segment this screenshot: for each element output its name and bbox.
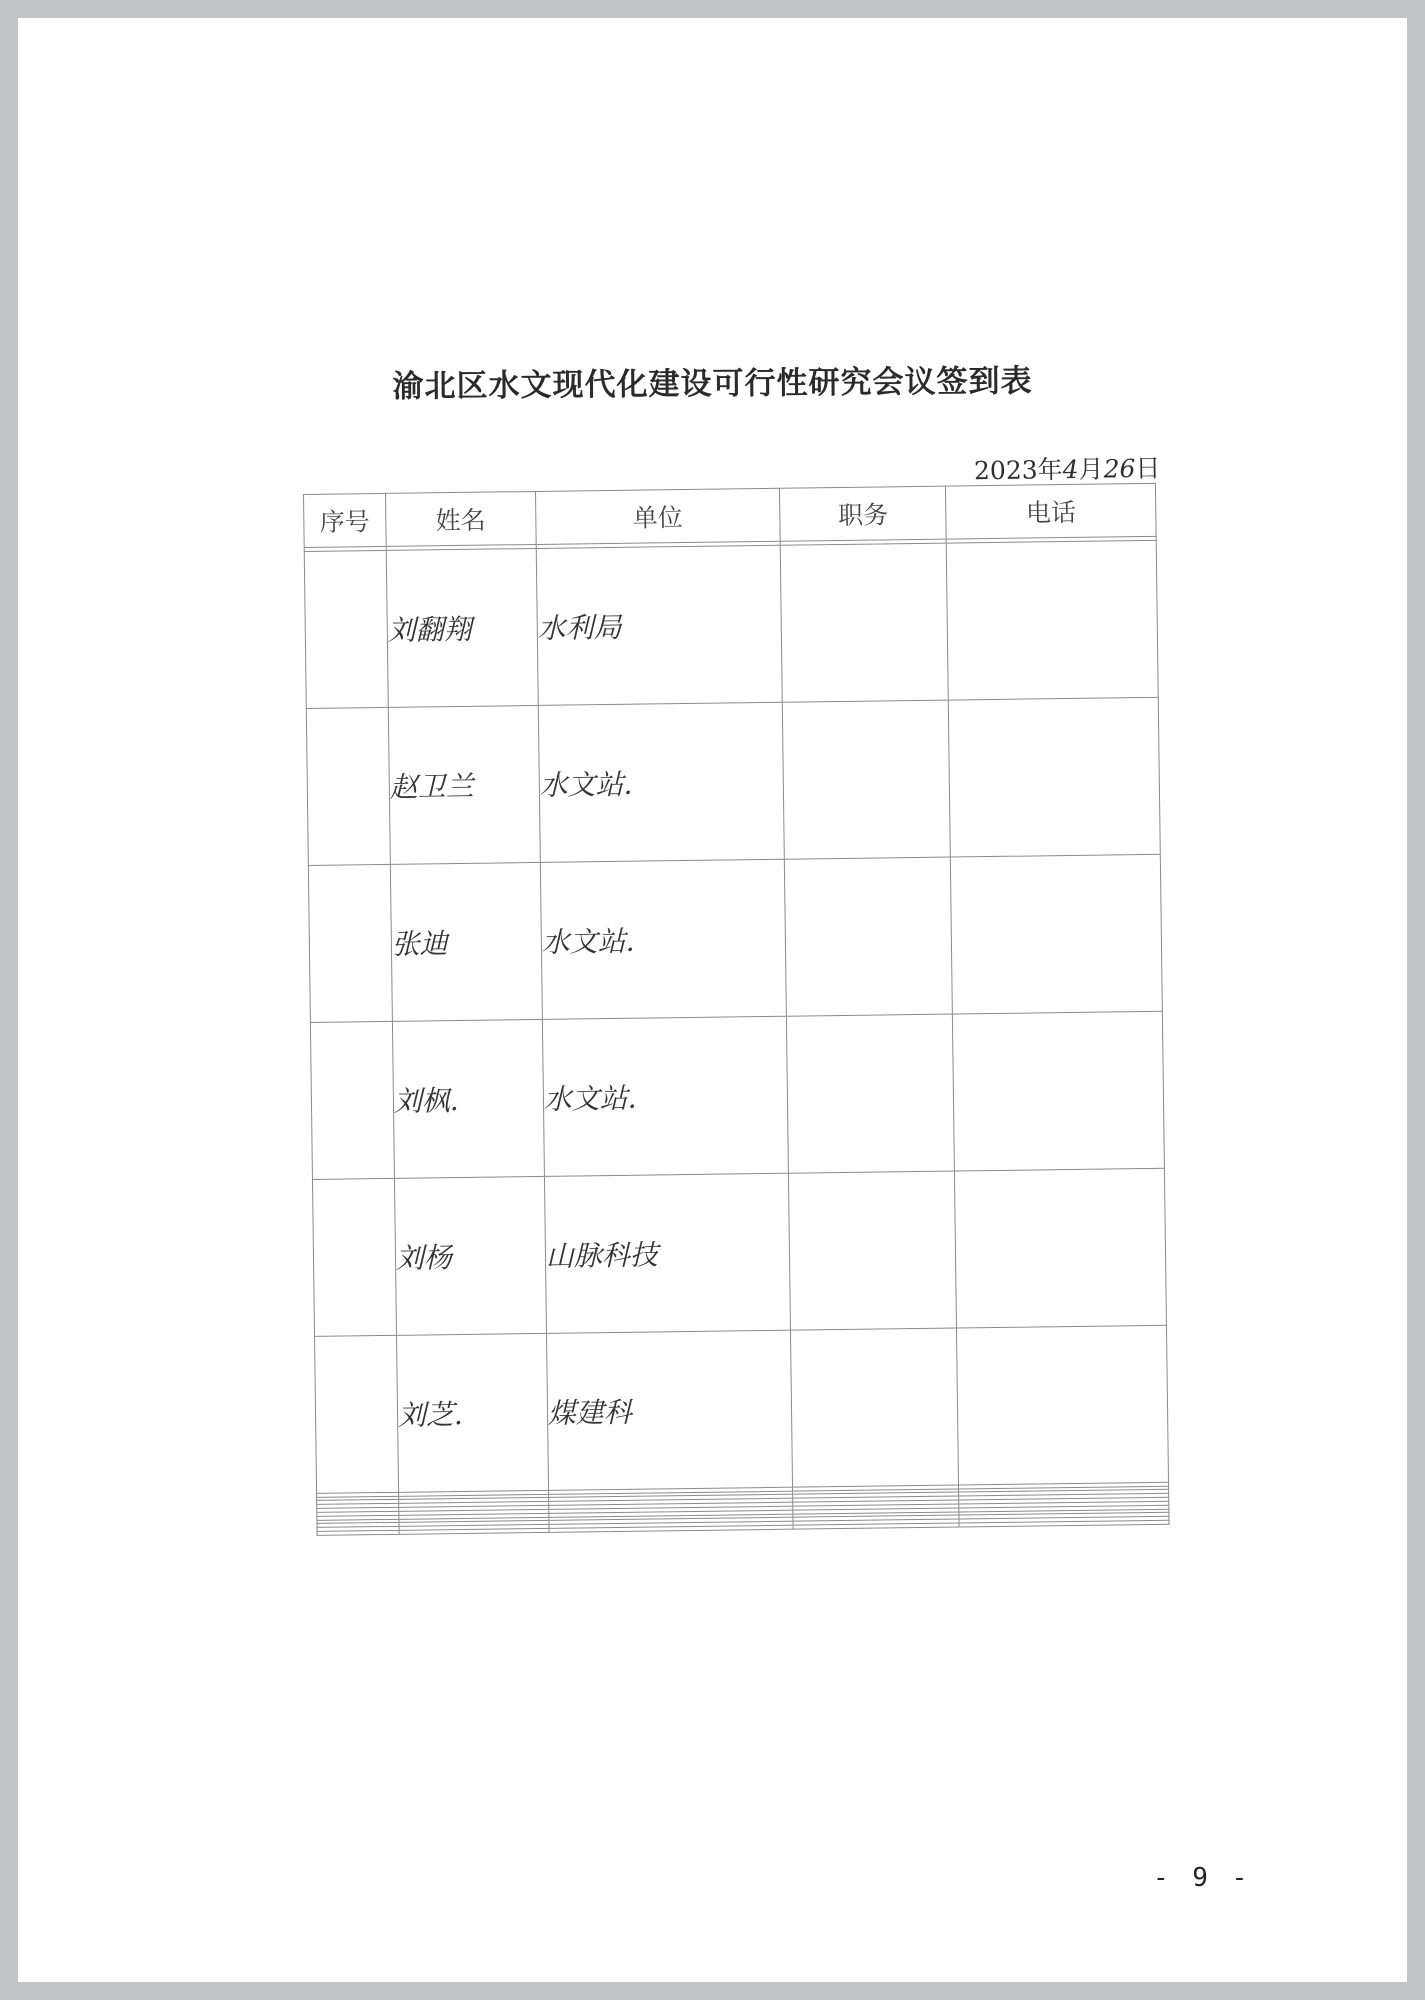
signin-table: [303, 483, 1170, 1536]
cell-name: 刘杨: [394, 1176, 546, 1335]
date-month: 4: [1062, 454, 1079, 485]
date-year-suffix: 年: [1037, 455, 1063, 485]
cell-name: [399, 1528, 549, 1534]
cell-phone: [949, 697, 1161, 857]
cell-unit: 煤建科: [546, 1330, 793, 1490]
cell-phone: [957, 1325, 1169, 1485]
table-row: [308, 854, 1162, 1022]
header-phone: 电话: [946, 483, 1156, 539]
cell-index: [308, 864, 392, 1022]
cell-unit: 山脉科技: [544, 1173, 791, 1333]
cell-index: [312, 1178, 396, 1336]
cell-position: [785, 857, 953, 1016]
table-row: [315, 1325, 1169, 1493]
cell-phone: [947, 540, 1159, 700]
cell-name: 张迪: [390, 862, 542, 1021]
meeting-date: [973, 449, 1160, 488]
signin-sheet: [303, 483, 1170, 1536]
cell-phone: [951, 854, 1163, 1014]
date-day: 26: [1102, 454, 1136, 484]
cell-position: [787, 1014, 955, 1173]
header-unit: 单位: [535, 488, 780, 544]
document-page: [18, 18, 1407, 1982]
cell-name: 刘枫.: [392, 1019, 544, 1178]
date-year: 2023: [973, 455, 1038, 486]
date-day-suffix: 日: [1134, 453, 1161, 484]
cell-index: [315, 1335, 399, 1493]
cell-phone: [953, 1011, 1165, 1171]
cell-name: 刘翻翔: [386, 548, 538, 707]
cell-phone: [955, 1168, 1167, 1328]
date-month-suffix: 月: [1077, 454, 1104, 484]
table-row: [310, 1011, 1164, 1179]
cell-position: [791, 1328, 959, 1487]
cell-position: [780, 543, 948, 702]
header-name: 姓名: [385, 491, 536, 546]
header-index: 序号: [304, 493, 386, 547]
cell-name: 赵卫兰: [388, 705, 540, 864]
header-position: 职务: [780, 486, 947, 541]
cell-position: [789, 1171, 957, 1330]
table-row: [306, 697, 1160, 865]
cell-name: 刘芝.: [396, 1333, 548, 1492]
cell-unit: 水利局: [536, 545, 783, 705]
table-row: [312, 1168, 1166, 1336]
cell-index: [310, 1021, 394, 1179]
cell-position: [783, 700, 951, 859]
cell-unit: 水文站.: [542, 1016, 789, 1176]
cell-index: [306, 707, 390, 865]
cell-index: [304, 550, 388, 708]
page-number: - 9 -: [1153, 1863, 1252, 1893]
cell-index: [317, 1530, 399, 1535]
table-row: [304, 540, 1158, 708]
cell-unit: 水文站.: [538, 702, 785, 862]
cell-position: [793, 1523, 959, 1529]
document-title: 渝北区水文现代化建设可行性研究会议签到表: [392, 363, 1033, 405]
cell-unit: 水文站.: [540, 859, 787, 1019]
